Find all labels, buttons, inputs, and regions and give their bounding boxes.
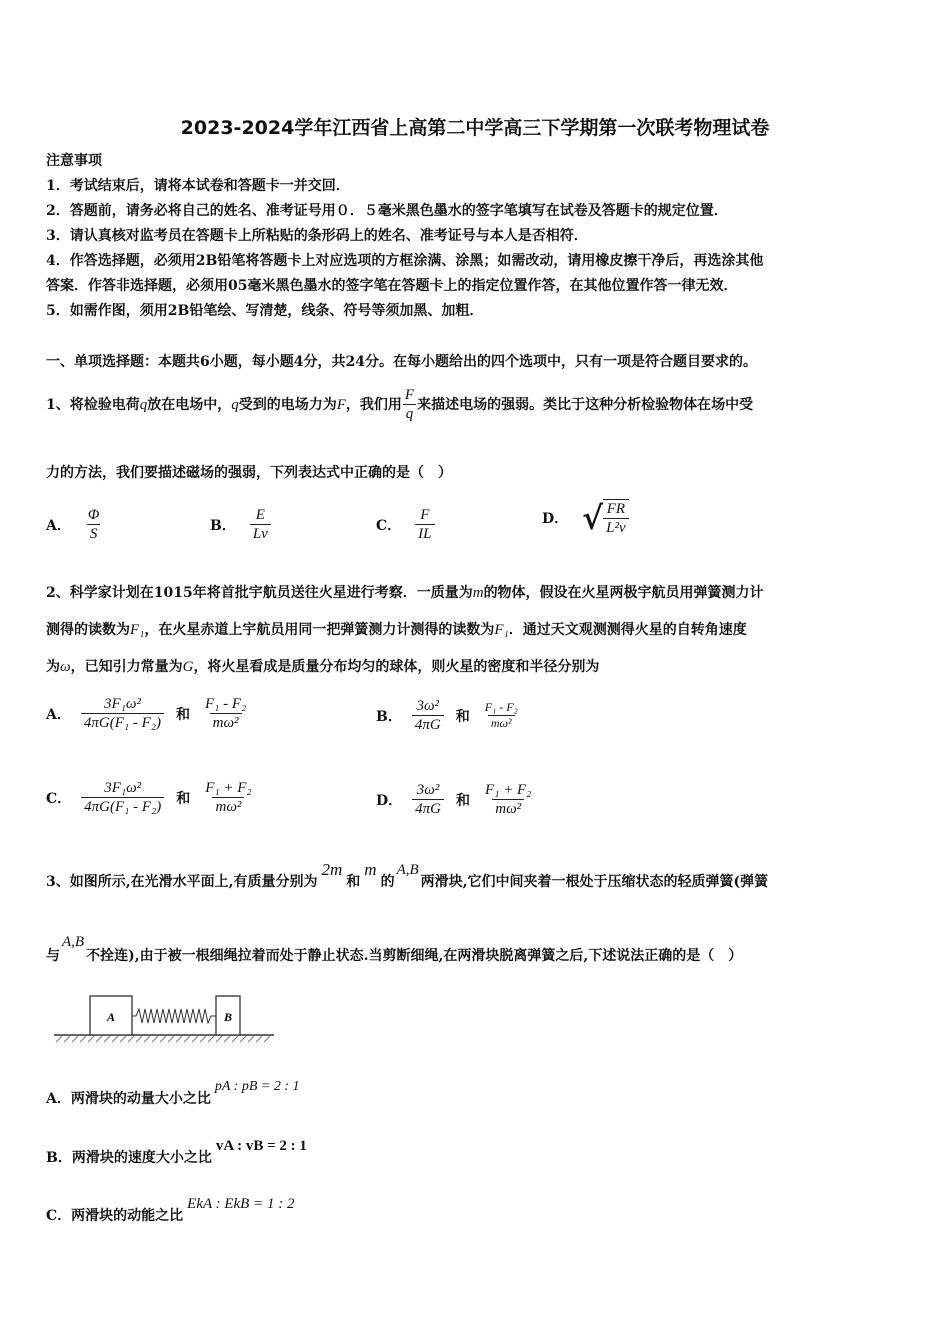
- notice-item: 答案．作答非选择题，必须用05毫米黑色墨水的签字笔在答题卡上的指定位置作答，在其他位置作答一律无效．: [46, 278, 738, 294]
- notice-item: 5．如需作图，须用2B铅笔绘、写清楚，线条、符号等须加黑、加粗．: [46, 303, 484, 319]
- notice-item: 4．作答选择题，必须用2B铅笔将答题卡上对应选项的方框涂满、涂黑；如需改动，请用橡皮擦干净后，再选涂其他: [46, 253, 764, 269]
- notice-item: 2．答题前，请务必将自己的姓名、准考证号用０．５毫米黑色墨水的签字笔填写在试卷及答题卡的规定位置．: [46, 203, 728, 219]
- q3-option-c[interactable]: C．两滑块的动能之比 EkA : EkB = 1 : 2: [46, 1196, 295, 1224]
- field-strength-fraction: $\frac{F}{q}$: [402, 386, 417, 423]
- spring-blocks-figure: [52, 990, 278, 1046]
- spring: [132, 1009, 216, 1023]
- q1-option-b[interactable]: B． $\frac{E}{Lv}$: [210, 506, 271, 543]
- notice-heading: 注意事项: [46, 153, 102, 169]
- section-heading: 一、单项选择题：本题共6小题，每小题4分，共24分。在每小题给出的四个选项中，只有一项是符合题目要求的。: [46, 354, 757, 370]
- notice-item: 1．考试结束后，请将本试卷和答题卡一并交回．: [46, 178, 350, 194]
- question-2-stem-cont: 测得的读数为F₁，在火星赤道上宇航员用同一把弹簧测力计测得的读数为F₁．通过天文观测测得火星的自转角速度: [46, 622, 747, 638]
- question-1-stem-cont: 力的方法，我们要描述磁场的强弱，下列表达式中正确的是（ ）: [46, 465, 452, 481]
- question-3-stem: 3、如图所示,在光滑水平面上,有质量分别为 2m 和 m 的 A,B 两滑块,它们中间夹着一根处于压缩状态的轻质弹簧(弹簧: [46, 860, 769, 890]
- q2-option-c[interactable]: C． $\frac{\text{3F₁ω²}}{\text{4πG(F₁ - F₂)}}$ 和 $\frac{\text{F₁ + F₂}}{\text{mω²}}$: [46, 780, 252, 815]
- q1-option-c[interactable]: C． $\frac{F}{IL}$: [376, 506, 435, 543]
- notice-item: 3．请认真核对监考员在答题卡上所粘贴的条形码上的姓名、准考证号与本人是否相符．: [46, 228, 588, 244]
- q3-option-b[interactable]: B．两滑块的速度大小之比 vA : vB = 2 : 1: [46, 1138, 307, 1166]
- q1-option-a[interactable]: A． $\frac{\Phi}{S}$: [46, 507, 100, 542]
- question-1-stem: 1、将检验电荷 q 放在电场中， q 受到的电场力为 F ，我们用 $\frac{F}{q}$ 来描述电场的强弱。类比于这种分析检验物体在场中受: [46, 387, 754, 422]
- block-a-label: A: [106, 1010, 116, 1024]
- question-2-stem-cont2: 为ω，已知引力常量为G，将火星看成是质量分布均匀的球体，则火星的密度和半径分别为: [46, 659, 600, 675]
- block-b-label: B: [223, 1010, 233, 1024]
- question-3-stem-cont: 与 A,B 不拴连),由于被一根细绳拉着而处于静止状态.当剪断细绳,在两滑块脱离弹簧之后,下述说法正确的是（ ）: [46, 934, 743, 964]
- question-2-stem: 2、科学家计划在1015年将首批宇航员送往火星进行考察．一质量为m的物体，假设在火星两极宇航员用弹簧测力计: [46, 585, 764, 601]
- page-title: 2023-2024学年江西省上高第二中学高三下学期第一次联考物理试卷: [180, 117, 770, 139]
- square-root: √ $\frac{FR}{\text{L²v}}$: [582, 498, 629, 538]
- ground-hatching: [56, 1036, 270, 1042]
- q2-option-a[interactable]: A． $\frac{\text{3F₁ω²}}{\text{4πG(F₁ - F₂)}}$ 和 $\frac{\text{F₁ - F₂}}{\text{mω²}}$: [46, 696, 247, 731]
- q3-option-a[interactable]: A．两滑块的动量大小之比 pA : pB = 2 : 1: [46, 1079, 300, 1107]
- q1-option-d[interactable]: D． √ $\frac{FR}{\text{L²v}}$: [542, 498, 629, 538]
- q2-option-b[interactable]: B． $\frac{\text{3ω²}}{4\pi G}$ 和 $\frac{\text{F₁ - F₂}}{\text{mω²}}$: [376, 698, 518, 733]
- q2-option-d[interactable]: D． $\frac{\text{3ω²}}{4\pi G}$ 和 $\frac{\text{F₁ + F₂}}{\text{mω²}}$: [376, 782, 532, 817]
